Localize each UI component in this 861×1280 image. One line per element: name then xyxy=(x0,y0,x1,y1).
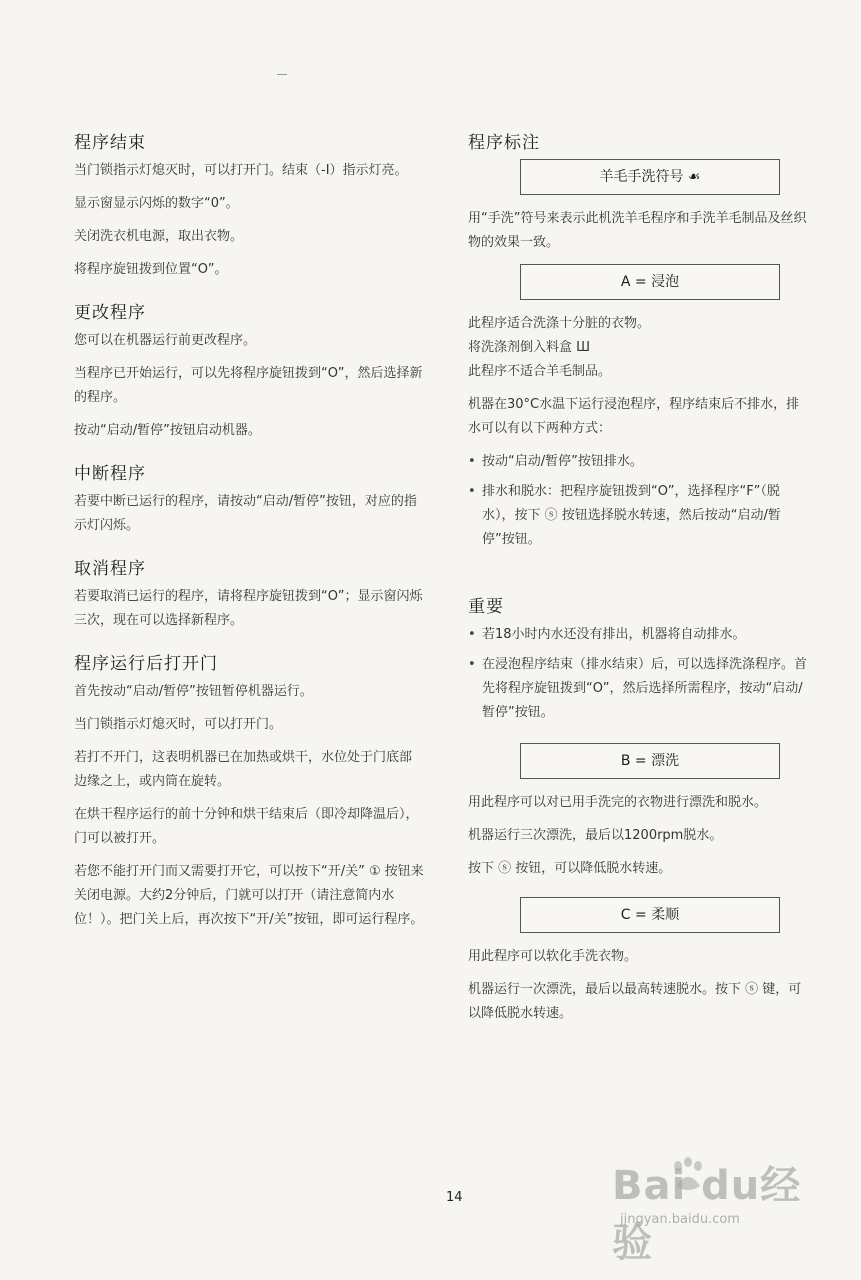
section-title: 取消程序 xyxy=(74,559,146,579)
section-title: 程序结束 xyxy=(74,133,146,153)
important-list xyxy=(468,623,808,725)
paragraph: 您可以在机器运行前更改程序。 xyxy=(74,333,257,348)
paragraph: 若您不能打开门而又需要打开它，可以按下“开/关” ① 按钮来关闭电源。大约2分钟后，门就可以打开（请注意简内水位！）。把门关上后，再次按下“开/关”按钮，即可运行程序。 xyxy=(74,864,424,927)
section-interrupt-program xyxy=(74,459,424,538)
right-column xyxy=(468,128,808,1035)
program-c-box: C = 柔顺 xyxy=(520,897,780,933)
list-item: • 在浸泡程序结束（排水结束）后，可以选择洗涤程序。首先将程序旋钮拨到“O”，然后选择所需程序，按动“启动/暂停”按钮。 xyxy=(468,653,808,725)
paragraph: 当门锁指示灯熄灭时，可以打开门。结束（-I）指示灯亮。 xyxy=(74,163,408,178)
paragraph: 机器在30°C水温下运行浸泡程序，程序结束后不排水，排水可以有以下两种方式： xyxy=(468,397,800,436)
scan-mark xyxy=(277,74,287,75)
paragraph: 当程序已开始运行，可以先将程序旋钮拨到“O”，然后选择新的程序。 xyxy=(74,366,423,405)
program-a-box: A = 浸泡 xyxy=(520,264,780,300)
important-title: 重要 xyxy=(468,597,504,617)
watermark-text: Bai du经验 xyxy=(612,1163,802,1266)
program-b-box: B = 漂洗 xyxy=(520,743,780,779)
list-item: • 排水和脱水：把程序旋钮拨到“O”，选择程序“F”（脱水），按下 ⓢ 按钮选择脱水转速，然后按动“启动/暂停”按钮。 xyxy=(468,480,808,552)
paragraph: 机器运行一次漂洗，最后以最高转速脱水。按下 ⓢ 键，可以降低脱水转速。 xyxy=(468,982,802,1021)
paragraph: 用“手洗”符号来表示此机洗羊毛程序和手洗羊毛制品及丝织物的效果一致。 xyxy=(468,211,807,250)
section-title: 更改程序 xyxy=(74,303,146,323)
paragraph: 用此程序可以软化手洗衣物。 xyxy=(468,949,638,964)
section-title: 程序标注 xyxy=(468,133,540,153)
section-cancel-program xyxy=(74,554,424,633)
paragraph: 当门锁指示灯熄灭时，可以打开门。 xyxy=(74,717,283,732)
baidu-watermark xyxy=(612,1150,812,1266)
paragraph: 将程序旋钮拨到位置“O”。 xyxy=(74,262,228,277)
section-program-end xyxy=(74,128,424,282)
drain-options-list xyxy=(468,450,808,552)
paragraph: 此程序适合洗涤十分脏的衣物。 xyxy=(468,316,651,331)
paragraph: 若要中断已运行的程序，请按动“启动/暂停”按钮，对应的指示灯闪烁。 xyxy=(74,494,417,533)
section-title: 中断程序 xyxy=(74,464,146,484)
paragraph: 显示窗显示闪烁的数字“0”。 xyxy=(74,196,239,211)
paragraph: 在烘干程序运行的前十分钟和烘干结束后（即冷却降温后），门可以被打开。 xyxy=(74,807,419,846)
paragraph: 若打不开门，这表明机器已在加热或烘干，水位处于门底部边缘之上，或内筒在旋转。 xyxy=(74,750,413,789)
watermark-url: jingyan.baidu.com xyxy=(620,1212,740,1227)
paragraph: 按下 ⓢ 按钮，可以降低脱水转速。 xyxy=(468,861,672,876)
paragraph: 首先按动“启动/暂停”按钮暂停机器运行。 xyxy=(74,684,313,699)
section-title: 程序运行后打开门 xyxy=(74,654,218,674)
page-number: 14 xyxy=(446,1190,463,1205)
section-change-program xyxy=(74,298,424,443)
paragraph: 将洗涤剂倒入料盒 Ш xyxy=(468,340,591,355)
paragraph: 按动“启动/暂停”按钮启动机器。 xyxy=(74,423,261,438)
list-item: • 按动“启动/暂停”按钮排水。 xyxy=(468,450,808,474)
paragraph: 机器运行三次漂洗，最后以1200rpm脱水。 xyxy=(468,828,723,843)
section-open-door xyxy=(74,649,424,932)
left-column xyxy=(74,128,424,948)
list-item: • 若18小时内水还没有排出，机器将自动排水。 xyxy=(468,623,808,647)
paragraph: 此程序不适合羊毛制品。 xyxy=(468,364,612,379)
wool-handwash-box: 羊毛手洗符号 ☙ xyxy=(520,159,780,195)
paragraph: 若要取消已运行的程序，请将程序旋钮拨到“O”；显示窗闪烁三次，现在可以选择新程序。 xyxy=(74,589,423,628)
paragraph: 关闭洗衣机电源，取出衣物。 xyxy=(74,229,244,244)
paragraph: 用此程序可以对已用手洗完的衣物进行漂洗和脱水。 xyxy=(468,795,768,810)
